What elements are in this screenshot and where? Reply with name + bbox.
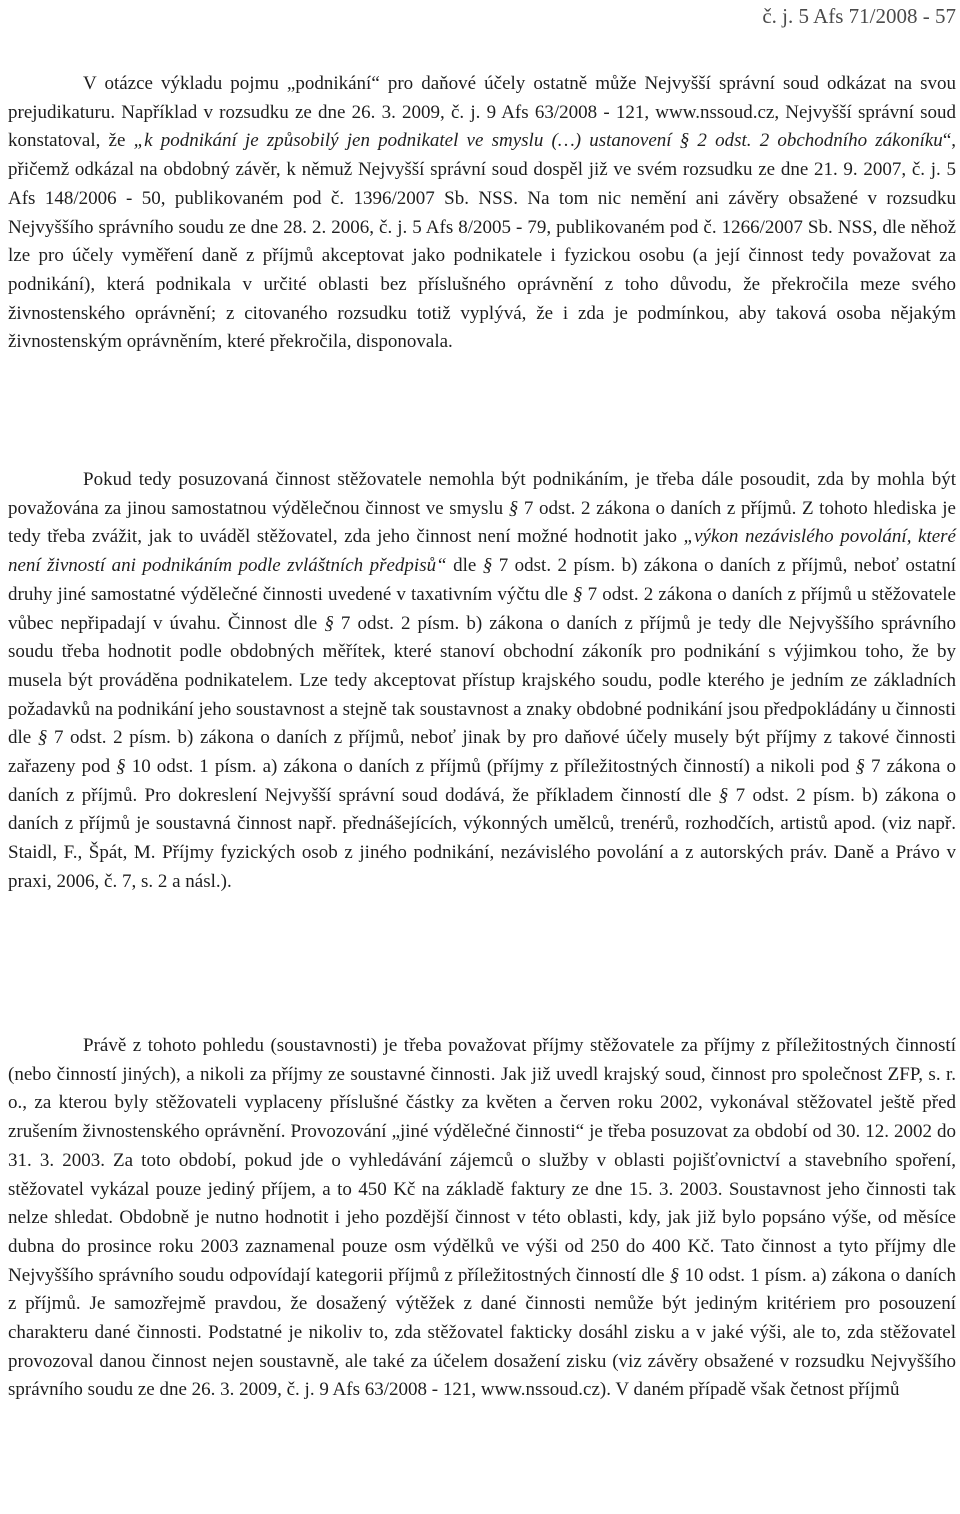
paragraph-1-quote-a: „k podnikání je způsobilý jen podnikatel ve smyslu (…) ustanovení — [133, 130, 680, 152]
paragraph-2-text-8: 10 odst. 1 písm. a) zákona o daních z příjmů (příjmy z příležitostných činností) a nikoli pod — [125, 756, 856, 778]
paragraph-2-quote: „výkon nezávislého povolání, které není živností ani podnikáním podle zvláštních předpisů“ — [8, 526, 956, 577]
paragraph-3-text-2: 10 odst. 1 písm. a) zákona o daních z příjmů. Je samozřejmě pravdou, že dosažený výtěžek z dané činnosti nemůže být jediným kritériem pro posouzení charakteru dané činnosti. Podstatné je nikoliv to, zda stěžovatel fakticky dosáhl zisku a v jaké výši, ale to, zda stěžovatel provozoval danou činnost nejen soustavně, ale také za účelem dosažení zisku (viz závěry obsažené v rozsudku Nejvyššího správního soudu ze dne 26. 3. 2009, č. j. 9 Afs 63/2008 - 121, www.nssoud.cz). V daném případě však četnost příjmů — [8, 1264, 956, 1401]
section-sign-icon: § — [573, 583, 583, 605]
paragraph-1-quote-b: 2 odst. 2 obchodního zákoníku — [689, 130, 943, 152]
paragraph-2-text-2: 7 odst. 2 zákona o daních z příjmů. Z tohoto hlediska je tedy třeba zvážit, jak to uváděl stěžovatel, zda jeho činnost není možné hodnotit jako — [8, 497, 956, 548]
paragraph-2-text-3: dle — [446, 555, 483, 577]
paragraph-2-text-5: 7 odst. 2 zákona o daních z příjmů u stěžovatele vůbec nepřipadají v úvahu. Činnost dle — [8, 583, 956, 634]
paragraph-3 — [8, 1032, 956, 1405]
section-sign-icon: § — [37, 727, 48, 749]
paragraph-2-text-9: 7 zákona o daních z příjmů. Pro dokreslení Nejvyšší správní soud dodává, že příkladem činností dle — [8, 756, 956, 806]
paragraph-2-text-7: 7 odst. 2 písm. b) zákona o daních z příjmů, neboť jinak by pro daňové účely musely být příjmy z takové činnosti zařazeny pod — [8, 727, 956, 778]
section-sign-icon: § — [508, 497, 519, 519]
section-sign-icon: § — [669, 1264, 680, 1286]
section-sign-icon: § — [116, 756, 126, 778]
section-sign-icon: § — [324, 612, 334, 634]
paragraph-2-text-6: 7 odst. 2 písm. b) zákona o daních z příjmů je tedy dle Nejvyššího správního soudu třeba hodnotit podle obdobných měřítek, které stanoví obchodní zákoník pro podnikání s výjimkou toho, že by musela být prováděna podnikatelem. Lze tedy akceptovat přístup krajského soudu, podle kterého je jedním ze základních požadavků na podnikání jeho soustavnost a stejně tak soustavnost a znaky obdobné podnikání jsou předpokládány u činnosti dle — [8, 612, 957, 749]
paragraph-2 — [8, 466, 956, 897]
paragraph-2-text-1: Pokud tedy posuzovaná činnost stěžovatele nemohla být podnikáním, je třeba dále posoudit, zda by mohla být považována za jinou samostatnou výdělečnou činnost ve smyslu — [8, 469, 956, 519]
paragraph-2-text-4: 7 odst. 2 písm. b) zákona o daních z příjmů, neboť ostatní druhy jiné samostatné výdělečné činnosti uvedené v taxativním výčtu dle — [8, 555, 956, 605]
case-reference-header: č. j. 5 Afs 71/2008 - 57 — [762, 4, 956, 28]
section-sign-icon: § — [718, 784, 729, 806]
section-sign-icon: § — [679, 130, 690, 152]
paragraph-3-text-1: Právě z tohoto pohledu (soustavnosti) je třeba považovat příjmy stěžovatele za příjmy z příležitostných činností (nebo činností jiných), a nikoli za příjmy ze soustavné činnosti. Jak již uvedl krajský soud, činnost pro společnost ZFP, s. r. o., za kterou byly stěžovateli vyplaceny příslušné částky za květen a červen roku 2002, vykonával stěžovatel ještě před zrušením živnostenského oprávnění. Provozování „jiné výdělečné činnosti“ je třeba posuzovat za období od 30. 12. 2002 do 31. 3. 2003. Za toto období, pokud jde o vyhledávání zájemců o služby v oblasti pojišťovnictví a stavebního spoření, stěžovatel vykázal pouze jediný příjem, a to 450 Kč na základě faktury ze dne 15. 3. 2003. Soustavnost jeho činnosti tak nelze shledat. Obdobně je nutno hodnotit i jeho pozdější činnost v této oblasti, kdy, jak již bylo popsáno výše, od měsíce dubna do prosince roku 2003 zaznamenal pouze osm výdělků ve výši od 250 do 400 Kč. Tato činnost a tyto příjmy dle Nejvyššího správního soudu odpovídají kategorii příjmů z příležitostných činností dle — [8, 1035, 956, 1286]
section-sign-icon: § — [482, 555, 493, 577]
section-sign-icon: § — [855, 756, 865, 778]
paragraph-2-text-10: 7 odst. 2 písm. b) zákona o daních z příjmů je soustavná činnost např. přednášejících, výkonných umělců, trenérů, rozhodčích, artistů apod. (viz např. Staidl, F., Špát, M. Příjmy fyzických osob z jiného podnikání, nezávislého povolání a z autorských práv. Daně a Právo v praxi, 2006, č. 7, s. 2 a násl.). — [8, 784, 956, 892]
paragraph-1-text-a: V otázce výkladu pojmu „podnikání“ pro daňové účely ostatně může Nejvyšší správní soud odkázat na svou prejudikaturu. Například v rozsudku ze dne 26. 3. 2009, č. j. 9 Afs 63/2008 - 121, www.nssoud.cz, Nejvyšší správní soud konstatoval, že — [8, 73, 956, 152]
paragraph-1-text-b: “, přičemž odkázal na obdobný závěr, k němuž Nejvyšší správní soud dospěl již ve svém rozsudku ze dne 21. 9. 2007, č. j. 5 Afs 148/2006 - 50, publikovaném pod č. 1396/2007 Sb. NSS. Na tom nic nemění ani závěry obsažené v rozsudku Nejvyššího správního soudu ze dne 28. 2. 2006, č. j. 5 Afs 8/2005 - 79, publikovaném pod č. 1266/2007 Sb. NSS, dle něhož lze pro účely vyměření daně z příjmů akceptovat jako podnikatele i fyzickou osobu (a její činnost tedy považovat za podnikání), která podnikala v určité oblasti bez příslušného oprávnění z toho důvodu, že překročila meze svého živnostenského oprávnění; z citovaného rozsudku totiž vyplývá, že i zda je podmínkou, aby taková osoba nějakým živnostenským oprávněním, které překročila, disponovala. — [8, 130, 956, 353]
paragraph-1 — [8, 70, 956, 357]
